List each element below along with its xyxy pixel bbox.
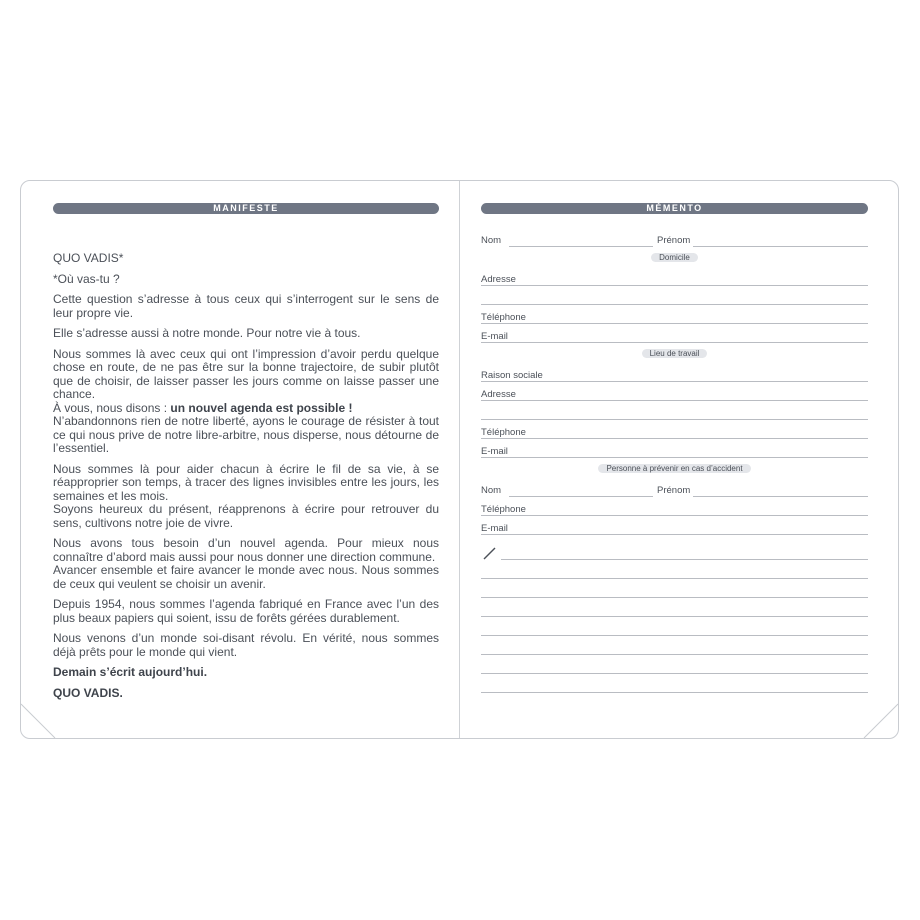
work-telephone-label: Téléphone — [481, 427, 530, 438]
manifesto-subtitle: *Où vas-tu ? — [53, 271, 120, 286]
agenda-spread — [20, 180, 899, 739]
prenom-label: Prénom — [653, 235, 694, 246]
work-email-label: E-mail — [481, 446, 512, 457]
notes-first-row — [481, 542, 868, 561]
manifesto-paragraph: N’abandonnons rien de notre liberté, ayons le courage de résister à tout ce qui nous prive de notre libre-arbitre, nous disperse, nous détourne de l’essentiel. — [53, 414, 439, 455]
notes-line — [481, 580, 868, 599]
lieu-travail-section — [481, 346, 868, 362]
emergency-email-row — [481, 517, 868, 536]
emergency-contact-label: Personne à prévenir en cas d’accident — [598, 464, 750, 473]
notes-line — [481, 675, 868, 694]
a-vous-bold: un nouvel agenda est possible ! — [170, 400, 353, 415]
notes-line — [481, 599, 868, 618]
manifesto-title: QUO VADIS* — [53, 251, 124, 265]
work-adresse-row — [481, 383, 868, 402]
manifesto-page — [53, 203, 439, 707]
notes-line — [481, 561, 868, 580]
work-adresse-label: Adresse — [481, 389, 520, 400]
work-adresse-continuation-row — [481, 402, 868, 421]
nom-label: Nom — [481, 235, 505, 246]
notes-line — [481, 656, 868, 675]
manifesto-closing: Demain s’écrit aujourd’hui. — [53, 665, 208, 679]
raison-sociale-row — [481, 364, 868, 383]
pen-icon — [483, 546, 497, 560]
manifesto-paragraph: Avancer ensemble et faire avancer le monde avec nous. Nous sommes de ceux qui veulent se choisir un avenir. — [53, 563, 439, 591]
nom-prenom-row — [481, 229, 868, 248]
telephone-row — [481, 306, 868, 325]
emergency-telephone-label: Téléphone — [481, 504, 530, 515]
emergency-nom-prenom-row — [481, 479, 868, 498]
notes-line — [481, 637, 868, 656]
emergency-telephone-row — [481, 498, 868, 517]
emergency-nom-label: Nom — [481, 485, 505, 496]
domicile-section — [481, 250, 868, 266]
memento-form — [481, 229, 868, 694]
adresse-label: Adresse — [481, 274, 520, 285]
book-spine — [459, 181, 460, 738]
manifesto-paragraph — [53, 402, 439, 416]
manifesto-paragraph: Soyons heureux du présent, réapprenons à écrire pour retrouver du sens, cultivons notre joie de vivre. — [53, 502, 439, 530]
manifesto-paragraph: Nous sommes là avec ceux qui ont l’impression d’avoir perdu quelque chose en route, de ne pas être sur la bonne trajectoire, de subir plutôt que de choisir, de laisser passer les jours comme on laisse passer une chance. — [53, 346, 439, 401]
corner-pocket-right — [860, 700, 898, 738]
lieu-travail-label: Lieu de travail — [642, 349, 708, 358]
emergency-email-label: E-mail — [481, 523, 512, 534]
manifesto-paragraph: Nous sommes là pour aider chacun à écrire le fil de sa vie, à se réapproprier son temps, à tracer des lignes invisibles entre les jours, les semaines et les mois. — [53, 461, 439, 503]
work-email-row — [481, 440, 868, 459]
email-row — [481, 325, 868, 344]
manifesto-paragraph: Nous avons tous besoin d’un nouvel agenda. Pour mieux nous connaître d’abord mais aussi pour nous donner une direction commune. — [53, 536, 439, 564]
manifesto-signature: QUO VADIS. — [53, 685, 123, 700]
emergency-contact-section — [481, 461, 868, 477]
raison-sociale-label: Raison sociale — [481, 370, 547, 381]
notes-line — [481, 618, 868, 637]
domicile-label: Domicile — [651, 253, 698, 262]
manifesto-paragraph: Depuis 1954, nous sommes l’agenda fabriqué en France avec l’un des plus beaux papiers qui soient, issu de forêts gérées durablement. — [53, 597, 439, 625]
memento-header: MÉMENTO — [481, 203, 868, 214]
email-label: E-mail — [481, 331, 512, 342]
manifesto-paragraph: Nous venons d’un monde soi-disant révolu. En vérité, nous sommes déjà prêts pour le monde qui vient. — [53, 631, 439, 659]
manifesto-text — [53, 252, 439, 700]
emergency-prenom-label: Prénom — [653, 485, 694, 496]
memento-page — [481, 203, 868, 694]
telephone-label: Téléphone — [481, 312, 530, 323]
manifesto-paragraph: Cette question s’adresse à tous ceux qui s’interrogent sur le sens de leur propre vie. — [53, 292, 439, 320]
manifesto-paragraph: Elle s’adresse aussi à notre monde. Pour notre vie à tous. — [53, 326, 361, 340]
manifesto-header: MANIFESTE — [53, 203, 439, 214]
adresse-continuation-row — [481, 287, 868, 306]
work-telephone-row — [481, 421, 868, 440]
adresse-row — [481, 268, 868, 287]
a-vous-text: À vous, nous disons : — [53, 400, 168, 415]
